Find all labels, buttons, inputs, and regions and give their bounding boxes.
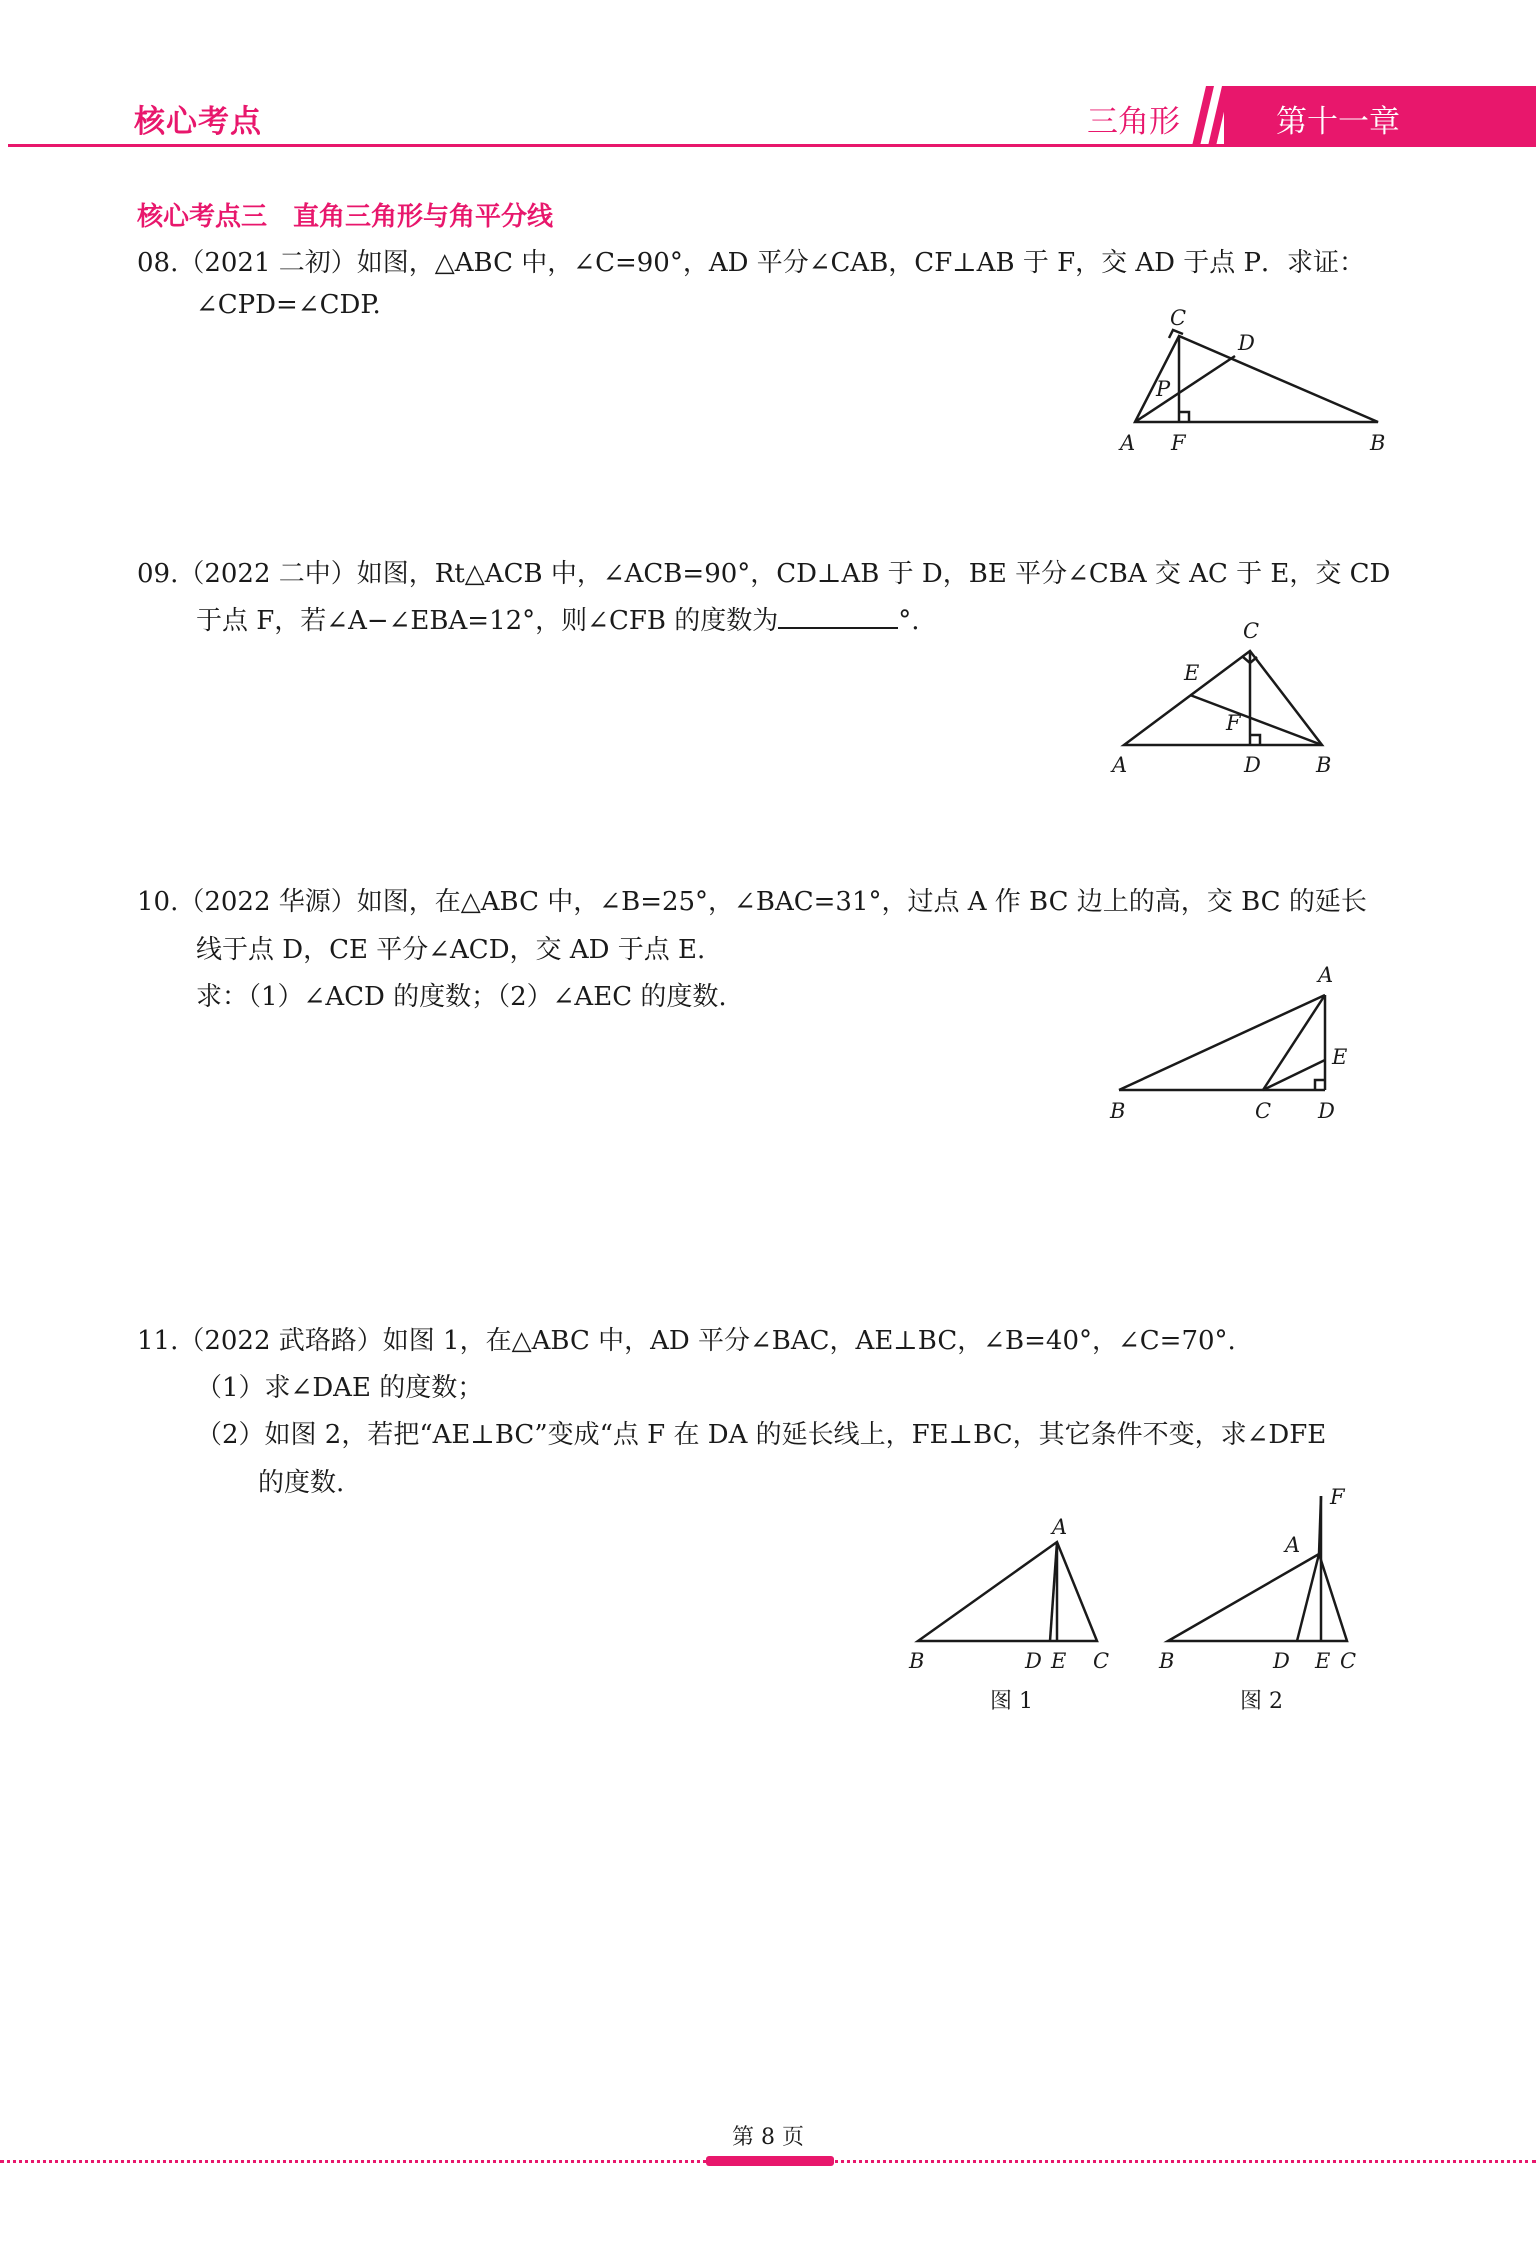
q11-fig2-label-d: D	[1273, 1649, 1290, 1673]
page-number: 第 8 页	[732, 2125, 804, 2150]
q11-fig1-label-d: D	[1025, 1649, 1042, 1673]
q11-figure-1	[900, 1515, 1120, 1673]
q08-label-a: A	[1120, 431, 1136, 455]
q10-label-a: A	[1318, 963, 1334, 987]
section-title: 核心考点三 直角三角形与角平分线	[137, 202, 554, 232]
q11-fig2-label-e: E	[1315, 1649, 1331, 1673]
q11-fig1-label-a: A	[1052, 1515, 1068, 1539]
q08-triangle	[1135, 336, 1378, 422]
q11-line4: 的度数.	[258, 1468, 345, 1498]
q10-line3: 求：（1）∠ACD 的度数；（2）∠AEC 的度数.	[196, 982, 727, 1012]
q11-fig1-label-e: E	[1051, 1649, 1067, 1673]
q09-label-c: C	[1243, 619, 1260, 643]
q09-line2-end: °.	[898, 606, 920, 636]
q10-label-e: E	[1332, 1045, 1348, 1069]
header-chapter: 第十一章	[1276, 104, 1400, 140]
q08-label-b: B	[1370, 431, 1386, 455]
q08-label-p: P	[1156, 377, 1171, 401]
q08-right-angle-f	[1179, 412, 1189, 422]
q08-line2: ∠CPD=∠CDP.	[196, 290, 381, 320]
q08-line1: 08.（2021 二初）如图，△ABC 中，∠C=90°，AD 平分∠CAB，CF⊥AB 于 F，交 AD 于点 P．求证：	[137, 248, 1366, 278]
q11-line1: 11.（2022 武珞路）如图 1，在△ABC 中，AD 平分∠BAC，AE⊥BC，∠B=40°，∠C=70°.	[137, 1326, 1236, 1356]
q11-figure-2-caption: 图 2	[1240, 1689, 1283, 1714]
q09-line2	[196, 600, 920, 637]
q09-label-f: F	[1226, 711, 1241, 735]
q09-answer-blank[interactable]	[778, 603, 898, 629]
q11-line3: （2）如图 2，若把“AE⊥BC”变成“点 F 在 DA 的延长线上，FE⊥BC，其它条件不变，求∠DFE	[196, 1420, 1327, 1450]
q09-label-b: B	[1316, 753, 1332, 777]
header-subject: 三角形	[1087, 104, 1180, 140]
q11-fig2-extension-df	[1297, 1554, 1319, 1641]
q09-figure	[1110, 619, 1340, 777]
q10-line2: 线于点 D，CE 平分∠ACD，交 AD 于点 E.	[196, 935, 706, 965]
q09-label-a: A	[1112, 753, 1128, 777]
q08-label-f: F	[1171, 431, 1186, 455]
footer-accent-bar	[706, 2156, 834, 2166]
q10-label-d: D	[1318, 1099, 1335, 1123]
q08-label-c: C	[1170, 306, 1187, 330]
q10-label-c: C	[1255, 1099, 1272, 1123]
q11-fig2-label-f: F	[1330, 1485, 1345, 1509]
q09-line1: 09.（2022 二中）如图，Rt△ACB 中，∠ACB=90°，CD⊥AB 于 D，BE 平分∠CBA 交 AC 于 E，交 CD	[137, 559, 1391, 589]
q11-fig2-label-a: A	[1285, 1533, 1301, 1557]
q11-figure-2	[1150, 1480, 1370, 1673]
q10-line1: 10.（2022 华源）如图，在△ABC 中，∠B=25°，∠BAC=31°，过点 A 作 BC 边上的高，交 BC 的延长	[137, 887, 1367, 917]
q11-fig1-label-b: B	[909, 1649, 925, 1673]
q08-label-d: D	[1238, 331, 1255, 355]
q11-fig1-label-c: C	[1093, 1649, 1110, 1673]
q11-figure-1-caption: 图 1	[990, 1689, 1033, 1714]
header-rule	[8, 144, 1536, 147]
q11-fig1-triangle	[918, 1542, 1097, 1641]
q09-label-d: D	[1244, 753, 1261, 777]
q11-fig2-label-c: C	[1340, 1649, 1357, 1673]
q10-figure	[1110, 960, 1360, 1130]
q09-line2-text: 于点 F，若∠A−∠EBA=12°，则∠CFB 的度数为	[196, 606, 779, 636]
q10-right-angle-d	[1315, 1080, 1325, 1090]
header-left-title: 核心考点	[134, 104, 262, 140]
q09-label-e: E	[1184, 661, 1200, 685]
q10-label-b: B	[1110, 1099, 1126, 1123]
q11-line2: （1）求∠DAE 的度数；	[196, 1373, 484, 1403]
q09-triangle	[1124, 651, 1322, 745]
q11-fig2-label-b: B	[1159, 1649, 1175, 1673]
q09-right-angle-d	[1250, 735, 1260, 745]
q08-figure	[1110, 300, 1390, 460]
